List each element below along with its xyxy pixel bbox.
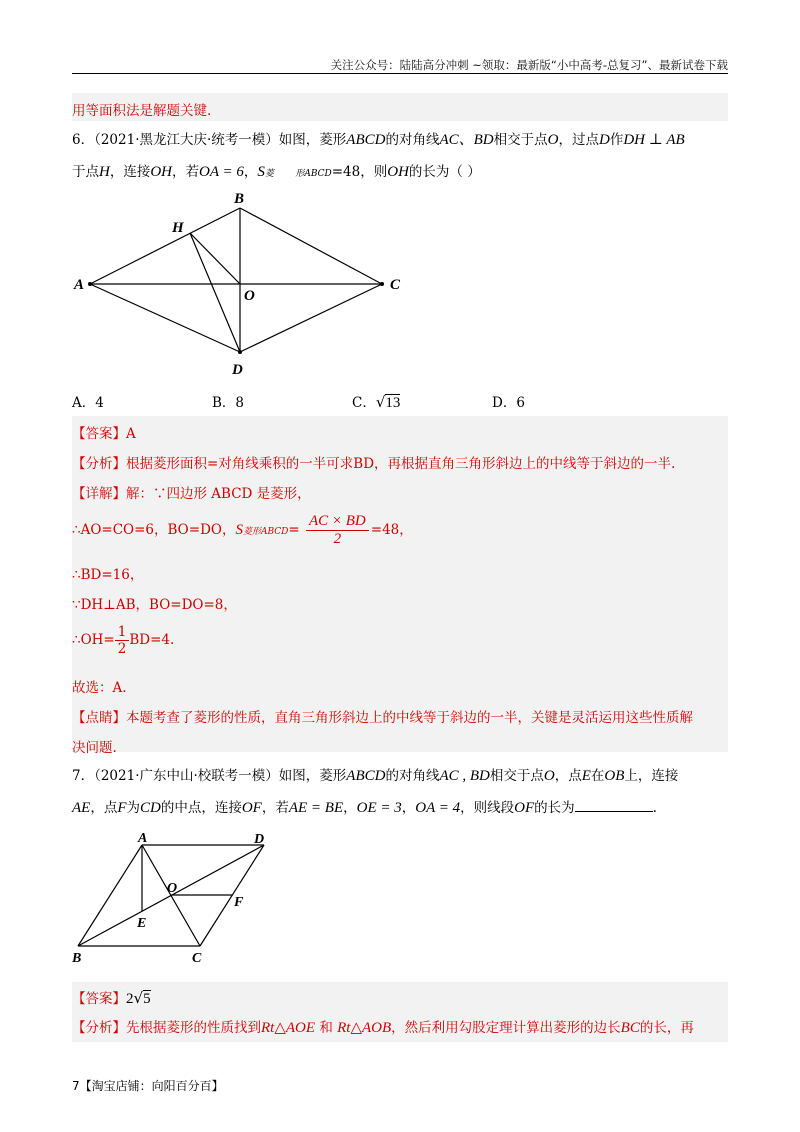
page-header: 关注公众号：陆陆高分冲刺 ~领取：最新版“小中高考-总复习”、最新试卷下载: [330, 58, 728, 72]
q6-detail-5: ∴OH= $\frac{1}{2}$ BD=4.: [72, 624, 175, 657]
q6-answer: 【答案】A: [72, 426, 136, 442]
q6-detail-6: 故选：A.: [72, 680, 127, 696]
q6-label-a: A: [74, 277, 85, 293]
q6-detail-2: ∴AO=CO=6，BO=DO，S菱形ABCD= $\frac{AC \times BD}{2}$ =48，: [72, 513, 413, 547]
q6-label-b: B: [234, 191, 245, 207]
q6-option-a: A．4: [72, 395, 104, 411]
q7-label-c: C: [192, 951, 202, 965]
header-rule: [72, 73, 728, 74]
q7-stem-line2: AE，点F为CD的中点，连接OF，若AE = BE，OE = 3，OA = 4，则线段OF的长为 .: [72, 800, 657, 816]
q6-area-fraction: $\frac{AC \times BD}{2}$: [306, 513, 369, 548]
q6-comment-1: 【点睛】本题考查了菱形的性质，直角三角形斜边上的中线等于斜边的一半，关键是灵活运用这些性质解: [72, 710, 693, 726]
q7-label-e: E: [137, 916, 147, 931]
q6-stem-line1: 6．（2021·黑龙江大庆·统考一模）如图，菱形ABCD的对角线AC、BD相交于点O，过点D作DH ⊥ AB: [72, 132, 685, 148]
q6-option-d: D．6: [492, 395, 525, 411]
q6-stem-line2: 于点H，连接OH，若OA = 6，S菱 形ABCD=48，则OH的长为（ ）: [72, 164, 481, 180]
q6-label-o: O: [244, 288, 255, 304]
q6-label-d: D: [232, 362, 243, 378]
q6-analysis: 【分析】根据菱形面积=对角线乘积的一半可求BD，再根据直角三角形斜边上的中线等于斜边的一半.: [72, 456, 676, 472]
q6-half-fraction: $\frac{1}{2}$: [115, 624, 130, 657]
q6-label-c: C: [390, 277, 401, 293]
q6-detail-1: 【详解】解：∵四边形 ABCD 是菱形，: [72, 486, 311, 502]
q7-label-b: B: [72, 951, 82, 965]
q6-label-h: H: [172, 220, 184, 236]
q7-answer: 【答案】2√5: [72, 989, 151, 1007]
q6-rhombus-figure: [72, 188, 412, 378]
q7-rhombus-figure: [72, 830, 282, 965]
q7-analysis: 【分析】先根据菱形的性质找到Rt△AOE 和 Rt△AOB，然后利用勾股定理计算出菱形的边长BC的长，再: [72, 1020, 694, 1036]
q7-answer-blank: [575, 811, 653, 812]
q7-stem-line1: 7．（2021·广东中山·校联考一模）如图，菱形ABCD的对角线AC , BD相交于点O，点E在OB上，连接: [72, 768, 679, 784]
q6-comment-2: 决问题.: [72, 740, 117, 756]
q6-option-c: C．√13: [352, 393, 401, 411]
prev-comment-tail: 用等面积法是解题关键.: [72, 103, 212, 119]
q6-detail-4: ∵DH⊥AB，BO=DO=8，: [72, 597, 237, 613]
page-footer: 7【淘宝店铺：向阳百分百】: [72, 1079, 224, 1093]
q7-label-a: A: [138, 831, 148, 846]
q6-detail-3: ∴BD=16，: [72, 567, 144, 583]
q7-label-d: D: [254, 832, 265, 847]
q6-option-b: B．8: [212, 395, 245, 411]
q7-label-f: F: [234, 895, 244, 910]
q7-label-o: O: [167, 881, 178, 896]
